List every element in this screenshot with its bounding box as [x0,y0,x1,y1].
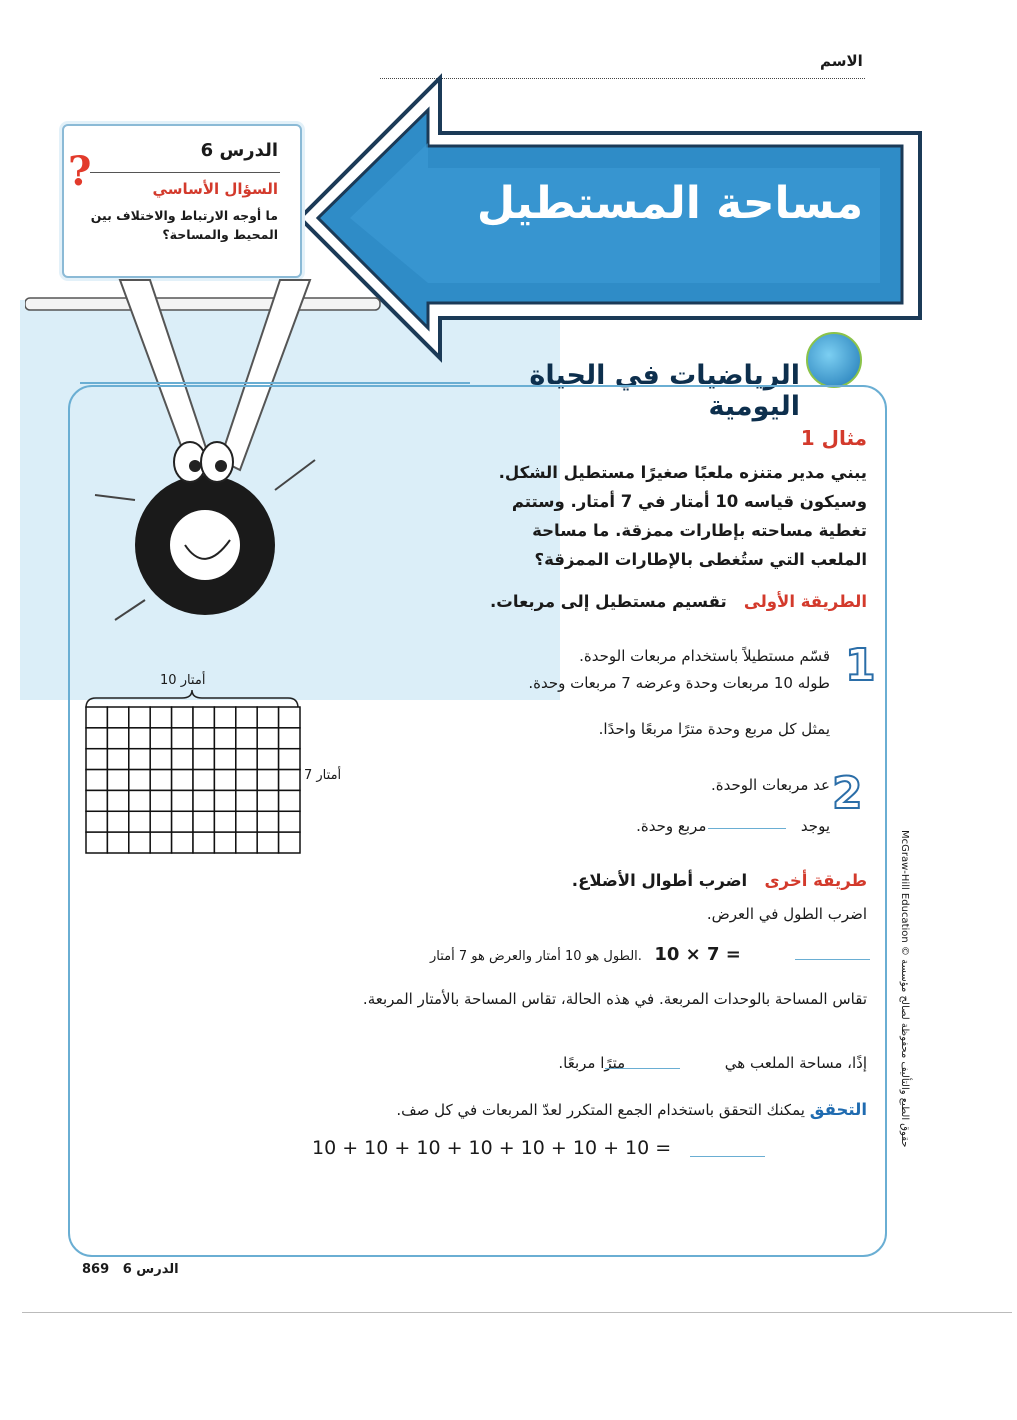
unit-square [129,770,150,791]
globe-icon [806,332,862,388]
unit-square [150,749,171,770]
unit-square [214,728,235,749]
unit-square [107,832,128,853]
step-two-blank[interactable] [708,828,786,829]
method-one-label: الطريقة الأولى [743,592,867,611]
equation-line [430,944,741,965]
unit-square [129,749,150,770]
step-two-there-are: يوجد [800,817,830,835]
unit-square [86,749,107,770]
unit-square [129,790,150,811]
check-line [396,1100,867,1119]
equation-note: الطول هو 10 أمتار والعرض هو 7 أمتار. [430,949,642,964]
essential-question-text: ما أوجه الارتباط والاختلاف بين المحيط والمساحة؟ [90,208,278,242]
page-title: مساحة المستطيل [476,178,864,229]
unit-square [107,749,128,770]
unit-square [86,832,107,853]
unit-square-grid [85,706,301,856]
unit-square [236,749,257,770]
footer-rule [22,1312,1012,1313]
unit-square [279,728,300,749]
unit-square [236,770,257,791]
step-one-line2: طوله 10 مربعات وحدة وعرضه 7 مربعات وحدة. [528,674,830,692]
conclusion-line [558,1054,867,1072]
unit-square [150,811,171,832]
unit-square [150,728,171,749]
unit-square [214,707,235,728]
unit-square [236,790,257,811]
sum-blank[interactable] [690,1156,765,1157]
unit-square [172,707,193,728]
unit-square [86,811,107,832]
unit-square [129,832,150,853]
unit-square [150,707,171,728]
check-text: يمكنك التحقق باستخدام الجمع المتكرر لعدّ المربعات في كل صف. [396,1101,805,1119]
example-title: مثال 1 [800,426,867,450]
unit-square [129,707,150,728]
footer-lesson: الدرس 6 [122,1262,179,1277]
unit-square [257,832,278,853]
unit-square [236,832,257,853]
unit-square [172,811,193,832]
equation: 10 × 7 = [654,944,741,965]
unit-square [86,790,107,811]
question-mark-icon: ? [68,148,92,195]
unit-square [257,770,278,791]
method-two-heading [572,871,867,890]
unit-square [86,770,107,791]
copyright-sidebar: McGraw-Hill Education © حقوق الطبع والتأليف محفوظة لصالح مؤسسة [899,830,910,1148]
example-text: يبني مدير متنزه ملعبًا صغيرًا مستطيل الشكل. وسيكون قياسه 10 أمتار في 7 أمتار. وستتم تغطية مساحته بإطارات ممزقة. ما مساحة الملعب التي ستُغطى بالإطارات الممزقة؟ [498,463,867,569]
page-number: 869 [82,1262,110,1277]
unit-square [193,728,214,749]
conclusion-blank[interactable] [605,1068,680,1069]
method-two-label: طريقة أخرى [764,871,867,890]
step-two-answer [636,817,830,835]
unit-square [279,811,300,832]
grid-top-label: 10 أمتار [160,673,206,688]
unit-square [172,749,193,770]
check-label: التحقق [809,1100,867,1119]
unit-square [193,790,214,811]
unit-square [129,728,150,749]
page-footer [82,1262,179,1277]
method-one-heading [490,592,867,611]
section-rule [80,382,470,384]
method-two-desc: اضرب أطوال الأضلاع. [571,871,748,890]
unit-square [193,707,214,728]
lesson-label: الدرس 6 [200,140,278,161]
equation-blank[interactable] [795,959,870,960]
unit-square [279,790,300,811]
unit-square [86,707,107,728]
unit-square [107,790,128,811]
unit-square [193,811,214,832]
step-two-number: 2 [832,768,863,819]
unit-square [279,770,300,791]
unit-square [172,832,193,853]
unit-square [193,832,214,853]
unit-square [236,811,257,832]
unit-square [193,749,214,770]
unit-square [107,811,128,832]
unit-square [236,728,257,749]
unit-square [279,832,300,853]
step-one-number: 1 [845,640,876,691]
conclusion-suffix: مترًا مربعًا. [558,1054,626,1072]
unit-square [172,790,193,811]
step-one-line3: يمثل كل مربع وحدة مترًا مربعًا واحدًا. [598,720,830,738]
section-heading: الرياضيات في الحياة اليومية [529,360,800,422]
unit-square [214,811,235,832]
step-two-line1: عد مربعات الوحدة. [710,776,830,794]
unit-square [257,749,278,770]
repeated-addition: 10 + 10 + 10 + 10 + 10 + 10 + 10 = [312,1137,672,1159]
unit-square [257,728,278,749]
unit-square [107,707,128,728]
unit-square [172,770,193,791]
area-paragraph: تقاس المساحة بالوحدات المربعة. في هذه الحالة، تقاس المساحة بالأمتار المربعة. [362,990,867,1008]
step-one-line1: قسّم مستطيلاً باستخدام مربعات الوحدة. [579,647,830,665]
unit-square [279,707,300,728]
method-two-instruction: اضرب الطول في العرض. [706,905,867,923]
unit-square [150,770,171,791]
grid-side-label: 7 أمتار [304,768,342,783]
method-one-desc: تقسيم مستطيل إلى مربعات. [490,592,727,611]
unit-square [107,728,128,749]
unit-square [150,832,171,853]
unit-square [107,770,128,791]
unit-square [214,832,235,853]
unit-square [214,770,235,791]
name-label: الاسم [820,52,863,70]
unit-square [214,790,235,811]
essential-question-title: السؤال الأساسي [152,180,278,198]
unit-square [257,707,278,728]
unit-square [150,790,171,811]
lesson-rule [90,172,280,173]
unit-square [172,728,193,749]
unit-square [236,707,257,728]
conclusion-prefix: إذًا، مساحة الملعب هي [724,1054,867,1072]
unit-square [193,770,214,791]
unit-square [257,790,278,811]
unit-square [214,749,235,770]
unit-square [257,811,278,832]
step-two-unit: مربع وحدة. [636,817,707,835]
unit-square [86,728,107,749]
unit-square [279,749,300,770]
unit-square [129,811,150,832]
lesson-card [62,124,302,278]
